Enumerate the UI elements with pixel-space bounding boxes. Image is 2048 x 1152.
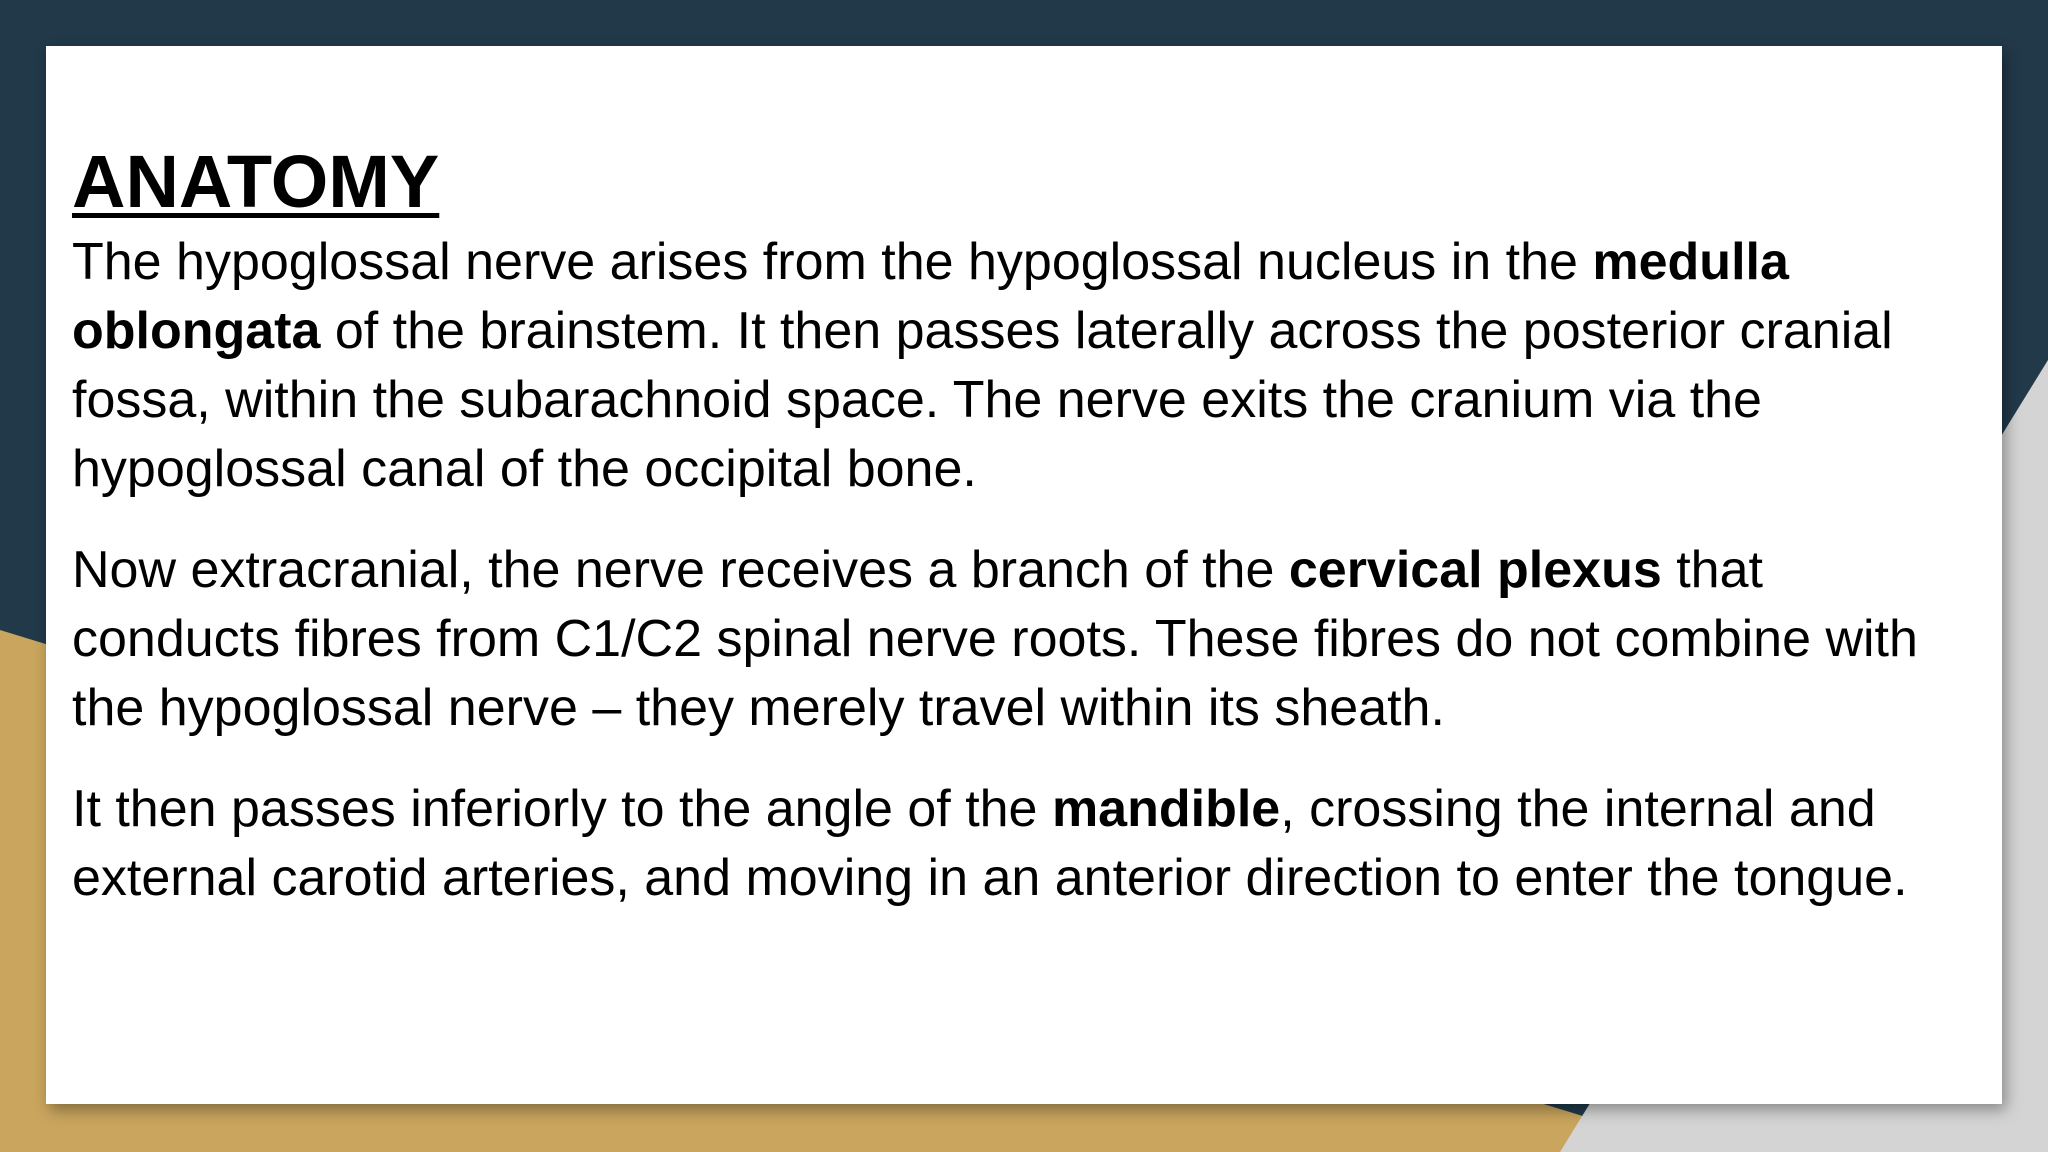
paragraph-1 [72, 228, 1972, 504]
paragraph-1-text-b: of the brainstem. It then passes laterally across the posterior cranial fossa, within the subarachnoid space. The nerve exits the cranium via the hypoglossal canal of the occipital bone. [72, 302, 1893, 498]
paragraph-2-bold: cervical plexus [1288, 541, 1662, 599]
paragraph-2-text-b: that conducts fibres from C1/C2 spinal nerve roots. These fibres do not combine with the hypoglossal nerve – they merely travel within its sheath. [72, 541, 1918, 737]
slide-title: ANATOMY [72, 140, 440, 223]
paragraph-3 [72, 775, 1972, 913]
paragraph-3-bold: mandible [1051, 780, 1281, 838]
paragraph-3-text-a: It then passes inferiorly to the angle of the [72, 780, 1052, 838]
paragraph-2 [72, 536, 1972, 743]
paragraph-3-text-b: , crossing the internal and external carotid arteries, and moving in an anterior direction to enter the tongue. [72, 780, 1908, 907]
paragraph-1-text-a: The hypoglossal nerve arises from the hypoglossal nucleus in the [72, 233, 1593, 291]
slide-content [72, 140, 1972, 913]
paragraph-1-bold: medulla oblongata [72, 233, 1789, 360]
paragraph-2-text-a: Now extracranial, the nerve receives a branch of the [72, 541, 1289, 599]
